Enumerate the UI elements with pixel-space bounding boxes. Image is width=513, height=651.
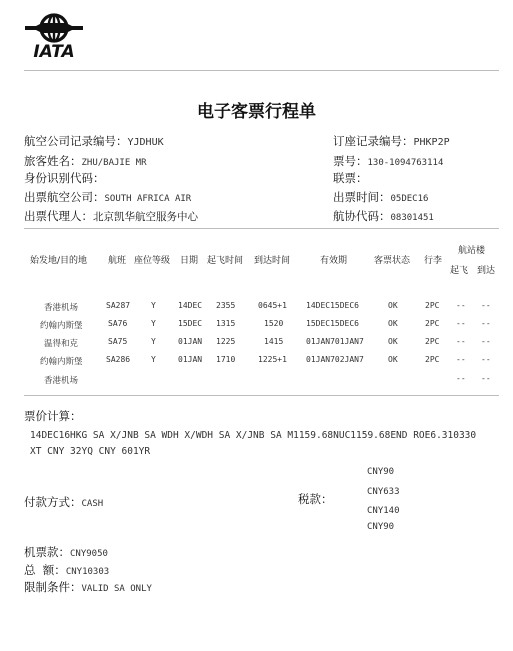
row-term-arr: -- <box>481 319 491 328</box>
row-status: OK <box>388 301 398 310</box>
col-terminal-dep: 起飞 <box>450 266 469 276</box>
row-dep: 1710 <box>216 355 236 364</box>
row-date: 14DEC <box>178 301 203 310</box>
row-route: 香港机场 <box>44 376 79 386</box>
tax-item: CNY90 <box>367 467 395 477</box>
issue-time-row <box>333 186 428 205</box>
ticket-price-row <box>24 541 108 560</box>
col-validity: 有效期 <box>320 256 348 266</box>
row-status: OK <box>388 319 398 328</box>
col-flight: 航班 <box>108 256 127 266</box>
col-baggage: 行李 <box>424 256 443 266</box>
payment-label: 付款方式： <box>24 495 82 509</box>
restriction-value: VALID SA ONLY <box>81 584 152 594</box>
issuing-airline-value: SOUTH AFRICA AIR <box>104 194 192 204</box>
row-status: OK <box>388 355 398 364</box>
ticket-no-label: 票号： <box>333 154 368 168</box>
fare-calc-line2: XT CNY 32YQ CNY 601YR <box>30 446 151 457</box>
agent-row <box>24 205 198 224</box>
col-class: 座位等级 <box>134 256 171 266</box>
col-dep: 起飞时间 <box>207 256 244 266</box>
airline-pnr-label: 航空公司记录编号： <box>24 134 128 148</box>
row-class: Y <box>151 301 156 310</box>
row-arr: 1415 <box>264 337 284 346</box>
row-flight: SA75 <box>108 337 128 346</box>
agent-code-row <box>333 205 434 224</box>
row-dep: 1225 <box>216 337 236 346</box>
row-arr: 0645+1 <box>258 301 287 310</box>
iata-logo <box>24 12 84 58</box>
page-title: 电子客票行程单 <box>197 102 316 122</box>
row-term-dep: -- <box>456 301 466 310</box>
agent-value: 北京凯华航空服务中心 <box>93 211 198 223</box>
tax-item: CNY90 <box>367 522 395 532</box>
row-term-dep: -- <box>456 337 466 346</box>
row-baggage: 2PC <box>425 355 440 364</box>
conj-row <box>333 167 368 186</box>
row-dep: 1315 <box>216 319 236 328</box>
tax-label: 税款： <box>298 492 333 506</box>
row-arr: 1225+1 <box>258 355 287 364</box>
fare-calc-line1: 14DEC16HKG SA X/JNB SA WDH X/WDH SA X/JNB SA M1159.68NUC1159.68END ROE6.310330 <box>30 430 477 441</box>
row-term-dep: -- <box>456 319 466 328</box>
row-arr: 1520 <box>264 319 284 328</box>
airline-pnr-value: YJDHUK <box>127 137 164 148</box>
row-route: 香港机场 <box>44 303 79 313</box>
row-date: 01JAN <box>178 355 203 364</box>
top-divider <box>24 70 499 71</box>
issuing-airline-row <box>24 186 191 205</box>
booking-ref-row <box>333 130 450 149</box>
issuing-airline-label: 出票航空公司： <box>24 190 105 204</box>
issue-time-label: 出票时间： <box>333 190 391 204</box>
col-terminal-arr: 到达 <box>477 266 496 276</box>
row-term-arr: -- <box>481 355 491 364</box>
row-validity: 01JAN702JAN7 <box>306 355 364 364</box>
ticket-no-value: 130-1094763114 <box>367 158 444 168</box>
booking-ref-label: 订座记录编号： <box>333 134 414 148</box>
row-date: 01JAN <box>178 337 203 346</box>
conj-label: 联票： <box>333 171 368 185</box>
passenger-value: ZHU/BAJIE MR <box>81 158 147 168</box>
id-row <box>24 167 105 186</box>
row-baggage: 2PC <box>425 319 440 328</box>
row-term-arr: -- <box>481 374 491 383</box>
col-terminal: 航站楼 <box>458 246 486 256</box>
row-flight: SA76 <box>108 319 128 328</box>
airline-pnr-row <box>24 130 164 149</box>
agent-label: 出票代理人： <box>24 209 93 223</box>
tax-item: CNY140 <box>367 506 400 516</box>
ticket-price-value: CNY9050 <box>70 549 108 559</box>
row-term-dep: -- <box>456 355 466 364</box>
row-validity: 01JAN701JAN7 <box>306 337 364 346</box>
payment-value: CASH <box>81 499 104 509</box>
row-date: 15DEC <box>178 319 203 328</box>
restriction-row <box>24 576 152 595</box>
row-validity: 15DEC15DEC6 <box>306 319 359 328</box>
row-route: 约翰内斯堡 <box>40 357 83 367</box>
row-flight: SA286 <box>106 355 131 364</box>
logo-text: IATA <box>33 42 75 58</box>
col-route: 始发地/目的地 <box>30 256 88 266</box>
payment-row <box>24 491 103 510</box>
passenger-label: 旅客姓名： <box>24 154 82 168</box>
col-status: 客票状态 <box>374 256 411 266</box>
col-arr: 到达时间 <box>254 256 291 266</box>
row-baggage: 2PC <box>425 337 440 346</box>
row-term-arr: -- <box>481 301 491 310</box>
row-baggage: 2PC <box>425 301 440 310</box>
row-route: 温得和克 <box>44 339 79 349</box>
ticket-price-label: 机票款： <box>24 545 70 559</box>
row-class: Y <box>151 337 156 346</box>
restriction-label: 限制条件： <box>24 580 82 594</box>
row-class: Y <box>151 355 156 364</box>
table-top-divider <box>24 228 499 229</box>
row-class: Y <box>151 319 156 328</box>
fare-calc-label: 票价计算： <box>24 409 82 423</box>
row-flight: SA287 <box>106 301 131 310</box>
booking-ref-value: PHKP2P <box>413 137 450 148</box>
agent-code-label: 航协代码： <box>333 209 391 223</box>
id-label: 身份识别代码： <box>24 171 105 185</box>
total-label: 总 额： <box>24 563 66 577</box>
row-route: 约翰内斯堡 <box>40 321 83 331</box>
issue-time-value: 05DEC16 <box>390 194 429 204</box>
row-dep: 2355 <box>216 301 236 310</box>
col-date: 日期 <box>180 256 199 266</box>
row-term-dep: -- <box>456 374 466 383</box>
row-validity: 14DEC15DEC6 <box>306 301 359 310</box>
row-status: OK <box>388 337 398 346</box>
agent-code-value: 08301451 <box>390 213 434 223</box>
table-bottom-divider <box>24 395 499 396</box>
total-value: CNY10303 <box>65 567 110 577</box>
tax-item: CNY633 <box>367 487 400 497</box>
row-term-arr: -- <box>481 337 491 346</box>
